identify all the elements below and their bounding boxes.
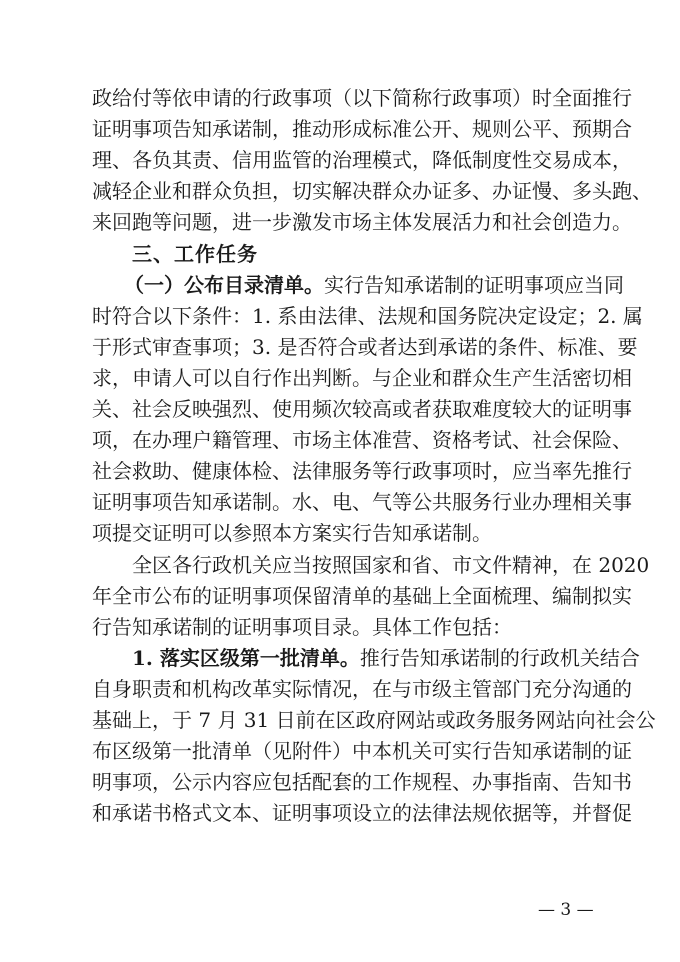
text-line: 政给付等依申请的行政事项（以下简称行政事项）时全面推行 (92, 86, 632, 110)
text-line: 行告知承诺制的证明事项目录。具体工作包括： (92, 614, 512, 639)
text-line: 社会救助、健康体检、法律服务等行政事项时，应当率先推行 (92, 459, 632, 484)
text-line: 基础上，于 7 月 31 日前在区政府网站或政务服务网站向社会公 (92, 708, 656, 732)
text-fragment: 推行告知承诺制的行政机关结合 (359, 645, 640, 670)
text-fragment: 实行告知承诺制的证明事项应当同 (324, 272, 624, 297)
text-line: 于形式审查事项；3. 是否符合或者达到承诺的条件、标准、要 (92, 334, 638, 359)
text-line: 求，申请人可以自行作出判断。与企业和群众生产生活密切相 (92, 365, 632, 390)
section-heading: 三、工作任务 (132, 241, 258, 266)
text-line (124, 272, 624, 297)
text-line: 全区各行政机关应当按照国家和省、市文件精神，在 2020 (132, 552, 650, 577)
text-line: 理、各负其责、信用监管的治理模式，降低制度性交易成本， (92, 148, 632, 173)
text-line: 和承诺书格式文本、证明事项设立的法律法规依据等，并督促 (92, 801, 632, 826)
text-line: 自身职责和机构改革实际情况，在与市级主管部门充分沟通的 (92, 676, 632, 701)
text-line: 证明事项告知承诺制。水、电、气等公共服务行业办理相关事 (92, 490, 632, 515)
text-line: 时符合以下条件：1. 系由法律、法规和国务院决定设定；2. 属 (92, 303, 643, 328)
text-line (132, 645, 640, 670)
text-line: 减轻企业和群众负担，切实解决群众办证多、办证慢、多头跑、 (92, 179, 652, 204)
text-line: 年全市公布的证明事项保留清单的基础上全面梳理、编制拟实 (92, 583, 632, 608)
text-line: 布区级第一批清单（见附件）中本机关可实行告知承诺制的证 (92, 739, 632, 764)
text-line: 明事项，公示内容应包括配套的工作规程、办事指南、告知书 (92, 770, 632, 795)
text-line: 关、社会反映强烈、使用频次较高或者获取难度较大的证明事 (92, 397, 632, 421)
text-line: 证明事项告知承诺制，推动形成标准公开、规则公平、预期合 (92, 117, 632, 142)
subheading-lead: （一）公布目录清单。 (124, 272, 324, 297)
text-line: 项，在办理户籍管理、市场主体准营、资格考试、社会保险、 (92, 428, 632, 453)
text-line: 项提交证明可以参照本方案实行告知承诺制。 (92, 521, 492, 546)
page-number: — 3 — (538, 900, 594, 920)
text-line: 来回跑等问题，进一步激发市场主体发展活力和社会创造力。 (92, 210, 632, 235)
subheading-lead: 1. 落实区级第一批清单。 (132, 645, 360, 670)
